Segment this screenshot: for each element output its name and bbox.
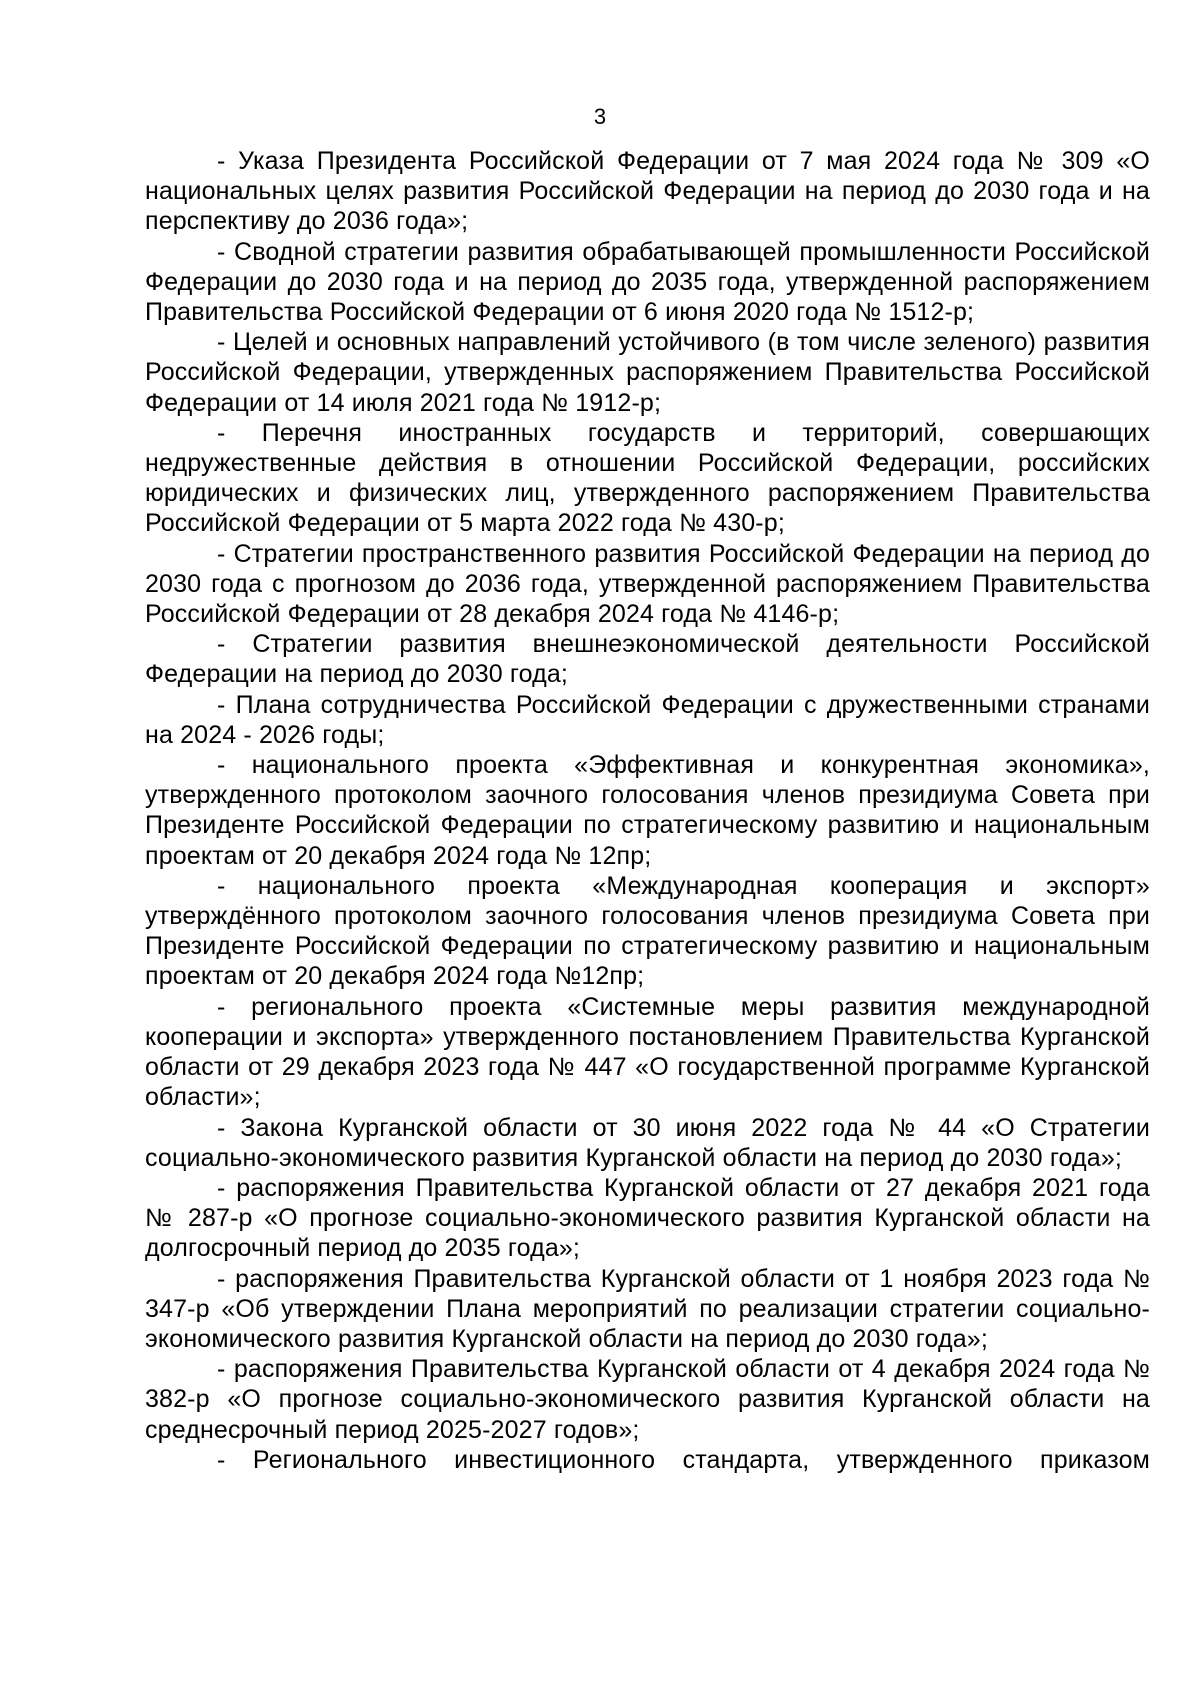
list-item: - Перечня иностранных государств и территорий, совершающих недружественные действия в отношении Российской Федерации, российских юридических и физических лиц, утвержденного распоряжением Правительства Российской Федерации от 5 марта 2022 года № 430-р; [145, 418, 1150, 538]
page-number: 3 [593, 104, 607, 129]
list-item: - распоряжения Правительства Курганской области от 27 декабря 2021 года № 287-р «О прогнозе социально-экономического развития Курганской области на долгосрочный период до 2035 года»; [145, 1173, 1150, 1263]
list-item: - Плана сотрудничества Российской Федерации с дружественными странами на 2024 - 2026 годы; [145, 690, 1150, 749]
list-item: - национального проекта «Эффективная и конкурентная экономика», утвержденного протоколом заочного голосования членов президиума Совета при Президенте Российской Федерации по стратегическому развитию и национальным проектам от 20 декабря 2024 года № 12пр; [145, 751, 1150, 870]
list-item: - распоряжения Правительства Курганской области от 1 ноября 2023 года № 347-р «Об утверждении Плана мероприятий по реализации стратегии социально-экономического развития Курганской области на период до 2030 года»; [145, 1264, 1150, 1353]
list-item: - Стратегии развития внешнеэкономической деятельности Российской Федерации на период до 2030 года; [145, 630, 1150, 689]
document-body [145, 146, 1150, 1475]
list-item: - Стратегии пространственного развития Российской Федерации на период до 2030 года с прогнозом до 2036 года, утвержденной распоряжением Правительства Российской Федерации от 28 декабря 2024 года № 4146-р; [145, 539, 1150, 629]
list-item: - Указа Президента Российской Федерации от 7 мая 2024 года № 309 «О национальных целях развития Российской Федерации на период до 2030 года и на перспективу до 2036 года»; [145, 147, 1150, 236]
list-item: - национального проекта «Международная кооперация и экспорт» утверждённого протоколом заочного голосования членов президиума Совета при Президенте Российской Федерации по стратегическому развитию и национальным проектам от 20 декабря 2024 года №12пр; [145, 871, 1150, 991]
list-item-last: - Регионального инвестиционного стандарта, утвержденного приказом [217, 1445, 1150, 1474]
list-item: - Закона Курганской области от 30 июня 2022 года № 44 «О Стратегии социально-экономического развития Курганской области на период до 2030 года»; [145, 1113, 1150, 1172]
list-item: - Сводной стратегии развития обрабатывающей промышленности Российской Федерации до 2030 года и на период до 2035 года, утвержденной распоряжением Правительства Российской Федерации от 6 июня 2020 года № 1512-р; [145, 237, 1150, 327]
list-item: - распоряжения Правительства Курганской области от 4 декабря 2024 года № 382-р «О прогнозе социально-экономического развития Курганской области на среднесрочный период 2025-2027 годов»; [145, 1355, 1150, 1444]
list-item: - регионального проекта «Системные меры развития международной кооперации и экспорта» утвержденного постановлением Правительства Курганской области от 29 декабря 2023 года № 447 «О государственной программе Курганской области»; [145, 992, 1150, 1112]
list-item: - Целей и основных направлений устойчивого (в том числе зеленого) развития Российской Федерации, утвержденных распоряжением Правительства Российской Федерации от 14 июля 2021 года № 1912-р; [145, 328, 1150, 417]
